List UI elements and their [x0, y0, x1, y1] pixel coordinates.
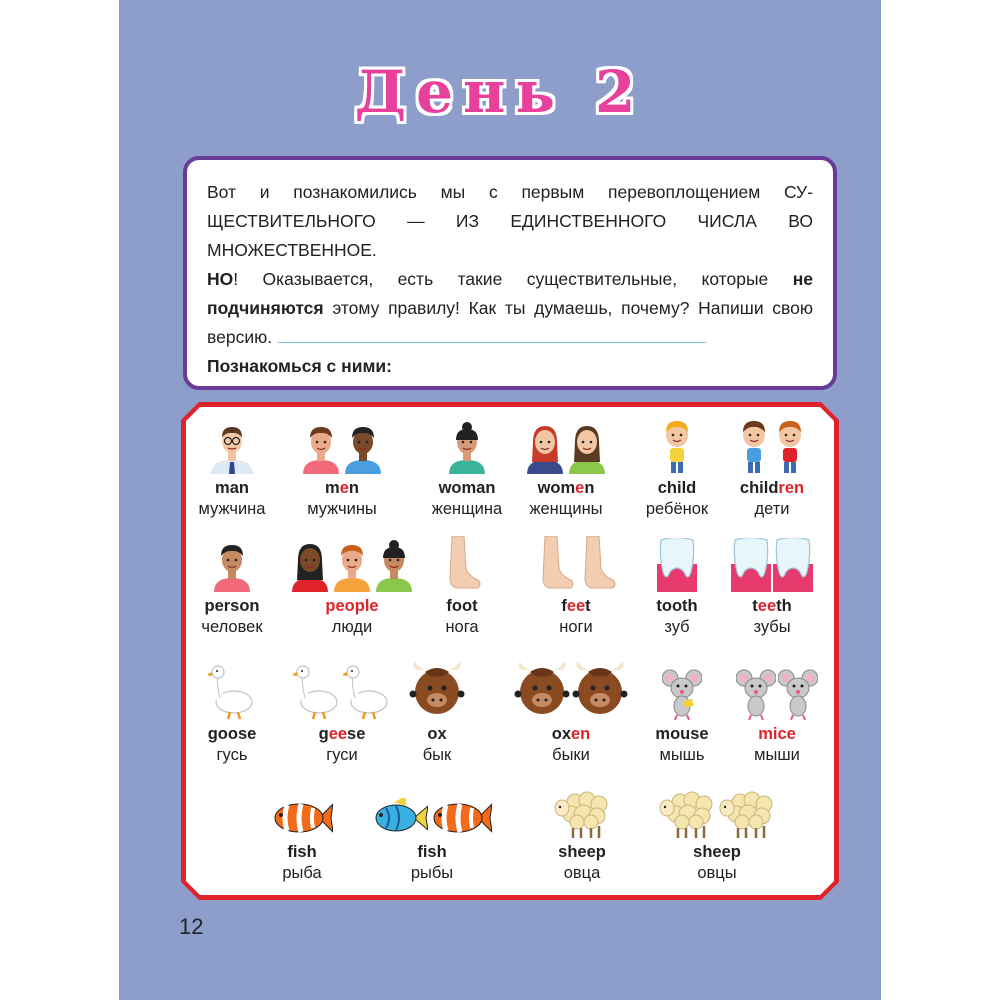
feet-icon — [511, 536, 641, 592]
word-card-children-5 — [717, 418, 827, 520]
fish-icon — [247, 782, 357, 838]
word-part: fish — [417, 843, 447, 861]
ox-icon — [387, 664, 487, 720]
info-box — [183, 156, 837, 390]
word-card-fish-19 — [367, 782, 497, 884]
word-card-sheep-21 — [647, 782, 787, 884]
english-word — [417, 596, 507, 616]
women-icon — [511, 418, 621, 474]
word-part: ox — [551, 725, 571, 743]
word-changed-part: ee — [757, 597, 777, 615]
word-changed-part: ee — [328, 725, 348, 743]
info-paragraph-1: Вот и познакомились мы с первым перевоплощением СУЩЕСТВИТЕЛЬНОГО — ИЗ ЕДИНСТВЕННОГО ЧИСЛА ВО МНОЖЕСТВЕННОЕ. — [207, 182, 813, 260]
word-part: sheep — [558, 843, 606, 861]
word-part: child — [657, 479, 697, 497]
word-card-feet-9 — [511, 536, 641, 638]
english-word — [717, 596, 827, 616]
english-word — [627, 478, 727, 498]
word-part: ox — [427, 725, 447, 743]
english-word — [277, 596, 427, 616]
foot-icon — [417, 536, 507, 592]
child-icon — [627, 418, 727, 474]
goose-icon — [177, 664, 287, 720]
russian-translation: бык — [422, 746, 452, 764]
word-part: t — [752, 597, 758, 615]
info-bold-not-obey: не подчиняются — [207, 269, 813, 318]
english-word — [177, 478, 287, 498]
russian-translation: зубы — [753, 618, 791, 636]
russian-translation: женщина — [431, 500, 503, 518]
russian-translation: мужчина — [198, 500, 266, 518]
word-card-foot-8 — [417, 536, 507, 638]
woman-icon — [417, 418, 517, 474]
word-changed-part: ee — [566, 597, 586, 615]
info-bold-but: НО — [207, 269, 234, 289]
russian-translation: дети — [754, 500, 790, 518]
russian-translation: ноги — [559, 618, 593, 636]
answer-write-line[interactable] — [278, 329, 706, 343]
oxen-icon — [501, 664, 641, 720]
book-page — [119, 0, 881, 1000]
english-word — [177, 596, 287, 616]
russian-translation: быки — [552, 746, 590, 764]
info-paragraph-2 — [207, 265, 813, 352]
english-word — [177, 724, 287, 744]
word-card-sheep-20 — [527, 782, 637, 884]
word-part: woman — [438, 479, 496, 497]
word-changed-part: ren — [778, 479, 805, 497]
info-text-1: ! Оказывается, есть такие существительные, которые — [233, 269, 793, 289]
word-card-women-3 — [511, 418, 621, 520]
word-part: man — [215, 479, 249, 497]
russian-translation: зуб — [664, 618, 690, 636]
word-card-man-0 — [177, 418, 287, 520]
english-word — [277, 478, 407, 498]
word-part: n — [584, 479, 595, 497]
men-icon — [277, 418, 407, 474]
word-card-fish-18 — [247, 782, 357, 884]
russian-translation: овца — [563, 864, 601, 882]
russian-translation: овцы — [697, 864, 737, 882]
sheep-icon — [527, 782, 637, 838]
russian-translation: женщины — [529, 500, 603, 518]
russian-translation: рыбы — [410, 864, 454, 882]
english-word — [501, 724, 641, 744]
word-part: n — [348, 479, 359, 497]
russian-translation: люди — [331, 618, 373, 636]
sheep-flock-icon — [647, 782, 787, 838]
word-changed-part: mice — [758, 725, 796, 743]
man-icon — [177, 418, 287, 474]
mice-icon — [717, 664, 837, 720]
word-changed-part: e — [339, 479, 349, 497]
word-part: tooth — [656, 597, 698, 615]
english-word — [627, 596, 727, 616]
word-card-tooth-10 — [627, 536, 727, 638]
fishes-icon — [367, 782, 497, 838]
word-part: th — [776, 597, 792, 615]
word-part: person — [204, 597, 260, 615]
english-word — [367, 842, 497, 862]
word-part: t — [585, 597, 591, 615]
english-word — [717, 724, 837, 744]
russian-translation: рыба — [282, 864, 322, 882]
word-part: goose — [207, 725, 257, 743]
word-card-oxen-15 — [501, 664, 641, 766]
word-card-child-4 — [627, 418, 727, 520]
word-card-woman-2 — [417, 418, 517, 520]
info-text-2: этому правилу! Как ты думаешь, почему? Напиши свою версию. — [207, 298, 813, 347]
english-word — [717, 478, 827, 498]
word-part: child — [739, 479, 779, 497]
tooth-icon — [627, 536, 727, 592]
russian-translation: мышь — [659, 746, 705, 764]
english-word — [647, 842, 787, 862]
word-part: sheep — [693, 843, 741, 861]
meet-them-label: Познакомься с ними: — [207, 356, 392, 376]
word-part: wom — [537, 479, 576, 497]
children-icon — [717, 418, 827, 474]
word-part: g — [318, 725, 329, 743]
word-card-people-7 — [277, 536, 427, 638]
russian-translation: человек — [201, 618, 263, 636]
english-word — [511, 596, 641, 616]
word-part: fish — [287, 843, 317, 861]
english-word — [387, 724, 487, 744]
russian-translation: нога — [445, 618, 479, 636]
word-card-mice-17 — [717, 664, 837, 766]
word-part: m — [325, 479, 340, 497]
page-title: День 2 — [354, 58, 646, 126]
word-part: foot — [446, 597, 478, 615]
person-icon — [177, 536, 287, 592]
people-icon — [277, 536, 427, 592]
word-card-ox-14 — [387, 664, 487, 766]
word-card-goose-12 — [177, 664, 287, 766]
russian-translation: гусь — [216, 746, 248, 764]
english-word — [247, 842, 357, 862]
word-part: se — [347, 725, 366, 743]
russian-translation: ребёнок — [645, 500, 709, 518]
russian-translation: мужчины — [307, 500, 377, 518]
teeth-icon — [717, 536, 827, 592]
word-card-teeth-11 — [717, 536, 827, 638]
word-changed-part: e — [575, 479, 585, 497]
word-card-men-1 — [277, 418, 407, 520]
word-part: mouse — [655, 725, 709, 743]
english-word — [527, 842, 637, 862]
page-number: 12 — [179, 914, 204, 939]
word-part: f — [561, 597, 567, 615]
english-word — [417, 478, 517, 498]
russian-translation: гуси — [326, 746, 358, 764]
russian-translation: мыши — [754, 746, 800, 764]
word-changed-part: en — [571, 725, 591, 743]
word-changed-part: people — [325, 597, 379, 615]
word-card-person-6 — [177, 536, 287, 638]
english-word — [511, 478, 621, 498]
